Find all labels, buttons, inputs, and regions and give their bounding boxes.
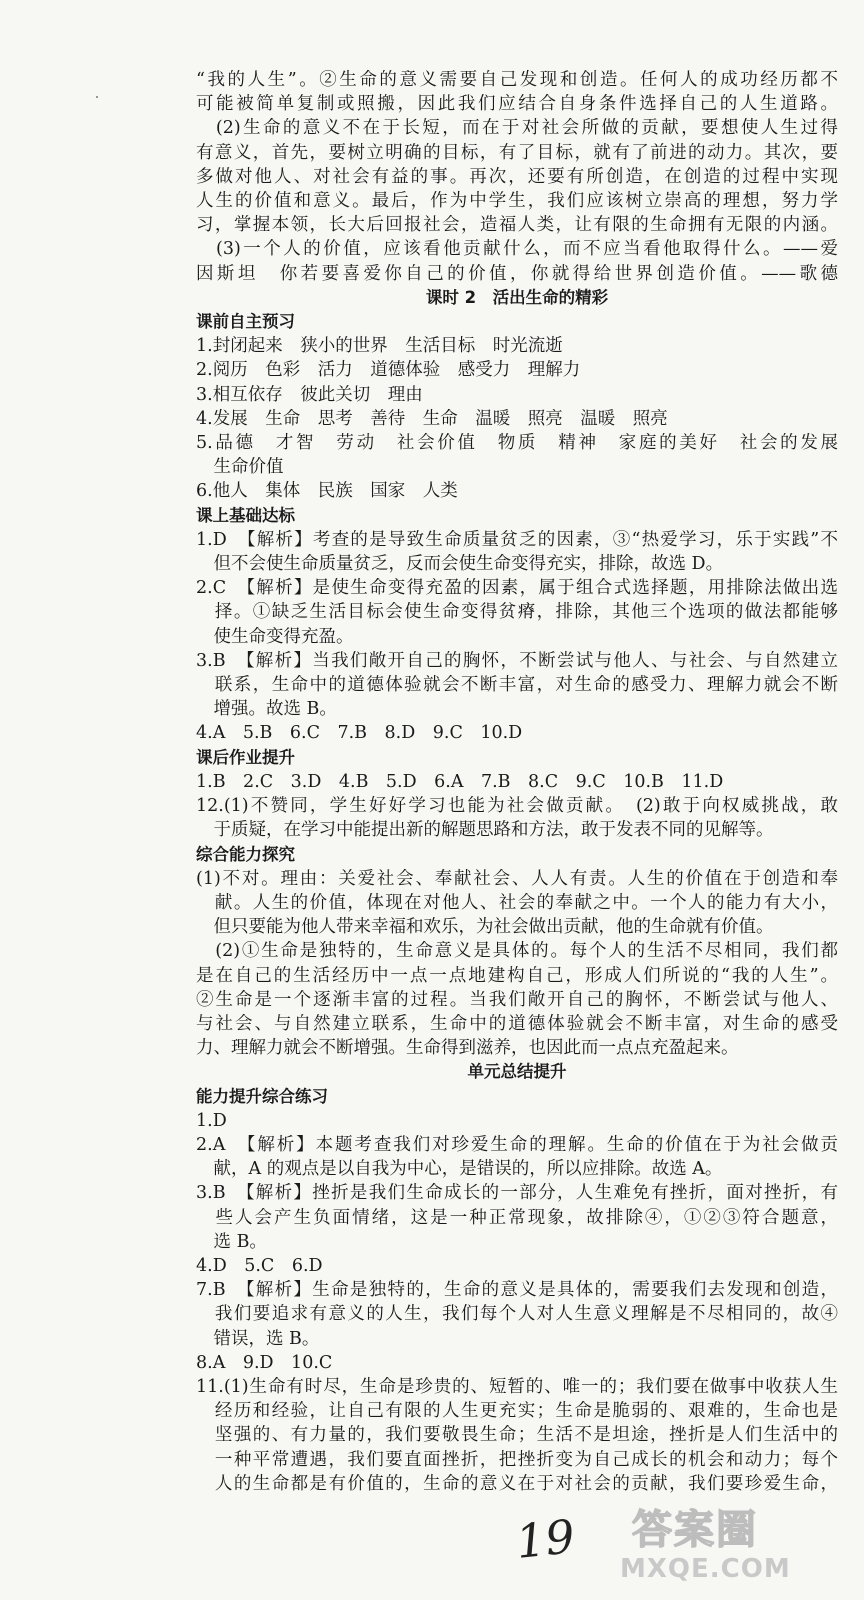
text-line: 2.C 【解析】是使生命变得充盈的因素，属于组合式选择题，用排除法做出选 [196,578,838,599]
speck [96,96,98,98]
text-line: 经历和经验，让自己有限的人生更充实；生命是脆弱的、艰难的，生命也是 [196,1401,838,1422]
section-heading: 综合能力探究 [196,844,295,864]
text-line: 8.A 9.D 10.C [196,1352,333,1373]
text-line: 与社会、与自然建立联系，生命中的道德体验就会不断丰富，对生命的感受 [196,1013,838,1034]
text-line: (1)不对。理由：关爱社会、奉献社会、人人有责。人生的价值在于创造和奉 [196,868,838,889]
lesson-title: 单元总结提升 [467,1062,567,1082]
text-line: 有意义，首先，要树立明确的目标，有了目标，就有了前进的动力。其次，要 [196,142,838,163]
watermark-url: MXQE.COM [620,1554,791,1584]
text-line: 因斯坦 你若要喜爱你自己的价值，你就得给世界创造价值。——歌德 [196,263,838,284]
text-line: 择。①缺乏生活目标会使生命变得贫瘠，排除，其他三个选项的做法都能够 [196,602,838,623]
text-line: 但只要能为他人带来幸福和欢乐，为社会做出贡献，他的生命就有价值。 [196,917,774,938]
text-line: 献。人生的价值，体现在对他人、社会的奉献之中。一个人的能力有大小， [196,892,838,913]
text-line: 4.发展 生命 思考 善待 生命 温暖 照亮 温暖 照亮 [196,408,668,429]
text-line: 使生命变得充盈。 [196,626,354,647]
text-line: 一种平常遭遇，我们要直面挫折，把挫折变为自己成长的机会和动力；每个 [196,1449,838,1470]
text-line: 4.A 5.B 6.C 7.B 8.D 9.C 10.D [196,723,523,744]
handwritten-page-number: 19 [513,1509,578,1569]
answer-text [196,68,838,1496]
text-line: 人的生命都是有价值的，生命的意义在于对社会的贡献，我们要珍爱生命， [196,1473,838,1494]
text-line: 1.D [196,1110,227,1131]
text-line: 联系，生命中的道德体验就会不断丰富，对生命的感受力、理解力就会不断 [196,675,838,696]
text-line: 些人会产生负面情绪，这是一种正常现象，故排除④，①②③符合题意， [196,1207,838,1228]
text-line: 习，掌握本领，长大后回报社会，造福人类，让有限的生命拥有无限的内涵。 [196,215,838,236]
text-line: 2.A 【解析】本题考查我们对珍爱生命的理解。生命的价值在于为社会做贡 [196,1134,838,1155]
section-heading: 课后作业提升 [196,747,295,767]
text-line: 是在自己的生活经历中一点一点地建构自己，形成人们所说的“我的人生”。 [196,965,838,986]
text-line: 3.B 【解析】挫折是我们生命成长的一部分，人生难免有挫折，面对挫折，有 [196,1183,838,1204]
watermark-logo [612,1498,852,1590]
text-line: “我的人生”。②生命的意义需要自己发现和创造。任何人的成功经历都不 [196,70,838,90]
text-line: 我们要追求有意义的人生，我们每个人对人生意义理解是不尽相同的，故④ [196,1304,838,1325]
text-line: 7.B 【解析】生命是独特的，生命的意义是具体的，需要我们去发现和创造， [196,1280,838,1301]
text-line: 但不会使生命质量贫乏，反而会使生命变得充实，排除，故选 D。 [196,554,724,575]
section-heading: 能力提升综合练习 [196,1086,328,1106]
section-heading: 课前自主预习 [196,312,295,332]
text-line: 力、理解力就会不断增强。生命得到滋养，也因此而一点点充盈起来。 [196,1038,739,1059]
text-line: (2)生命的意义不在于长短，而在于对社会所做的贡献，要想使人生过得 [196,118,838,139]
text-line: 5.品德 才智 劳动 社会价值 物质 精神 家庭的美好 社会的发展 [196,433,838,454]
text-line: 3.B 【解析】当我们敞开自己的胸怀，不断尝试与他人、与社会、与自然建立 [196,650,838,671]
text-line: 4.D 5.C 6.D [196,1255,323,1276]
text-line: 多做对他人、对社会有益的事。再次，还要有所创造，在创造的过程中实现 [196,166,838,187]
text-line: 人生的价值和意义。最后，作为中学生，我们应该树立崇高的理想，努力学 [196,191,838,212]
text-line: 增强。故选 B。 [196,699,337,720]
text-line: ②生命是一个逐渐丰富的过程。当我们敞开自己的胸怀，不断尝试与他人、 [196,989,838,1010]
text-line: 2.阅历 色彩 活力 道德体验 感受力 理解力 [196,360,581,381]
lesson-title: 课时 2 活出生命的精彩 [425,287,609,307]
text-line: 1.封闭起来 狭小的世界 生活目标 时光流逝 [196,336,563,357]
text-line: 12.(1)不赞同，学生好好学习也能为社会做贡献。 (2)敢于向权威挑战，敢 [196,796,838,817]
text-line: 1.D 【解析】考查的是导致生命质量贫乏的因素，③“热爱学习，乐于实践”不 [196,529,838,550]
text-line: (2)①生命是独特的，生命意义是具体的。每个人的生活不尽相同，我们都 [196,941,838,962]
text-line: 选 B。 [196,1231,267,1252]
text-line: 6.他人 集体 民族 国家 人类 [196,481,458,502]
section-heading: 课上基础达标 [196,505,295,525]
text-line: 于质疑，在学习中能提出新的解题思路和方法，敢于发表不同的见解等。 [196,820,774,841]
text-line: 生命价值 [196,457,284,478]
text-line: 坚强的、有力量的，我们要敬畏生命；生活不是坦途，挫折是人们生活中的 [196,1425,838,1446]
text-line: 可能被简单复制或照搬，因此我们应结合自身条件选择自己的人生道路。 [196,94,838,115]
watermark-title: 答案圈 [632,1507,758,1553]
text-line: 错误，选 B。 [196,1328,320,1349]
text-line: 献，A 的观点是以自我为中心，是错误的，所以应排除。故选 A。 [196,1159,723,1180]
text-line: 1.B 2.C 3.D 4.B 5.D 6.A 7.B 8.C 9.C 10.B 11.D [196,771,724,792]
text-line: (3)一个人的价值，应该看他贡献什么，而不应当看他取得什么。——爱 [196,239,838,260]
text-line: 11.(1)生命有时尽，生命是珍贵的、短暂的、唯一的；我们要在做事中收获人生 [196,1376,838,1397]
text-line: 3.相互依存 彼此关切 理由 [196,384,423,405]
